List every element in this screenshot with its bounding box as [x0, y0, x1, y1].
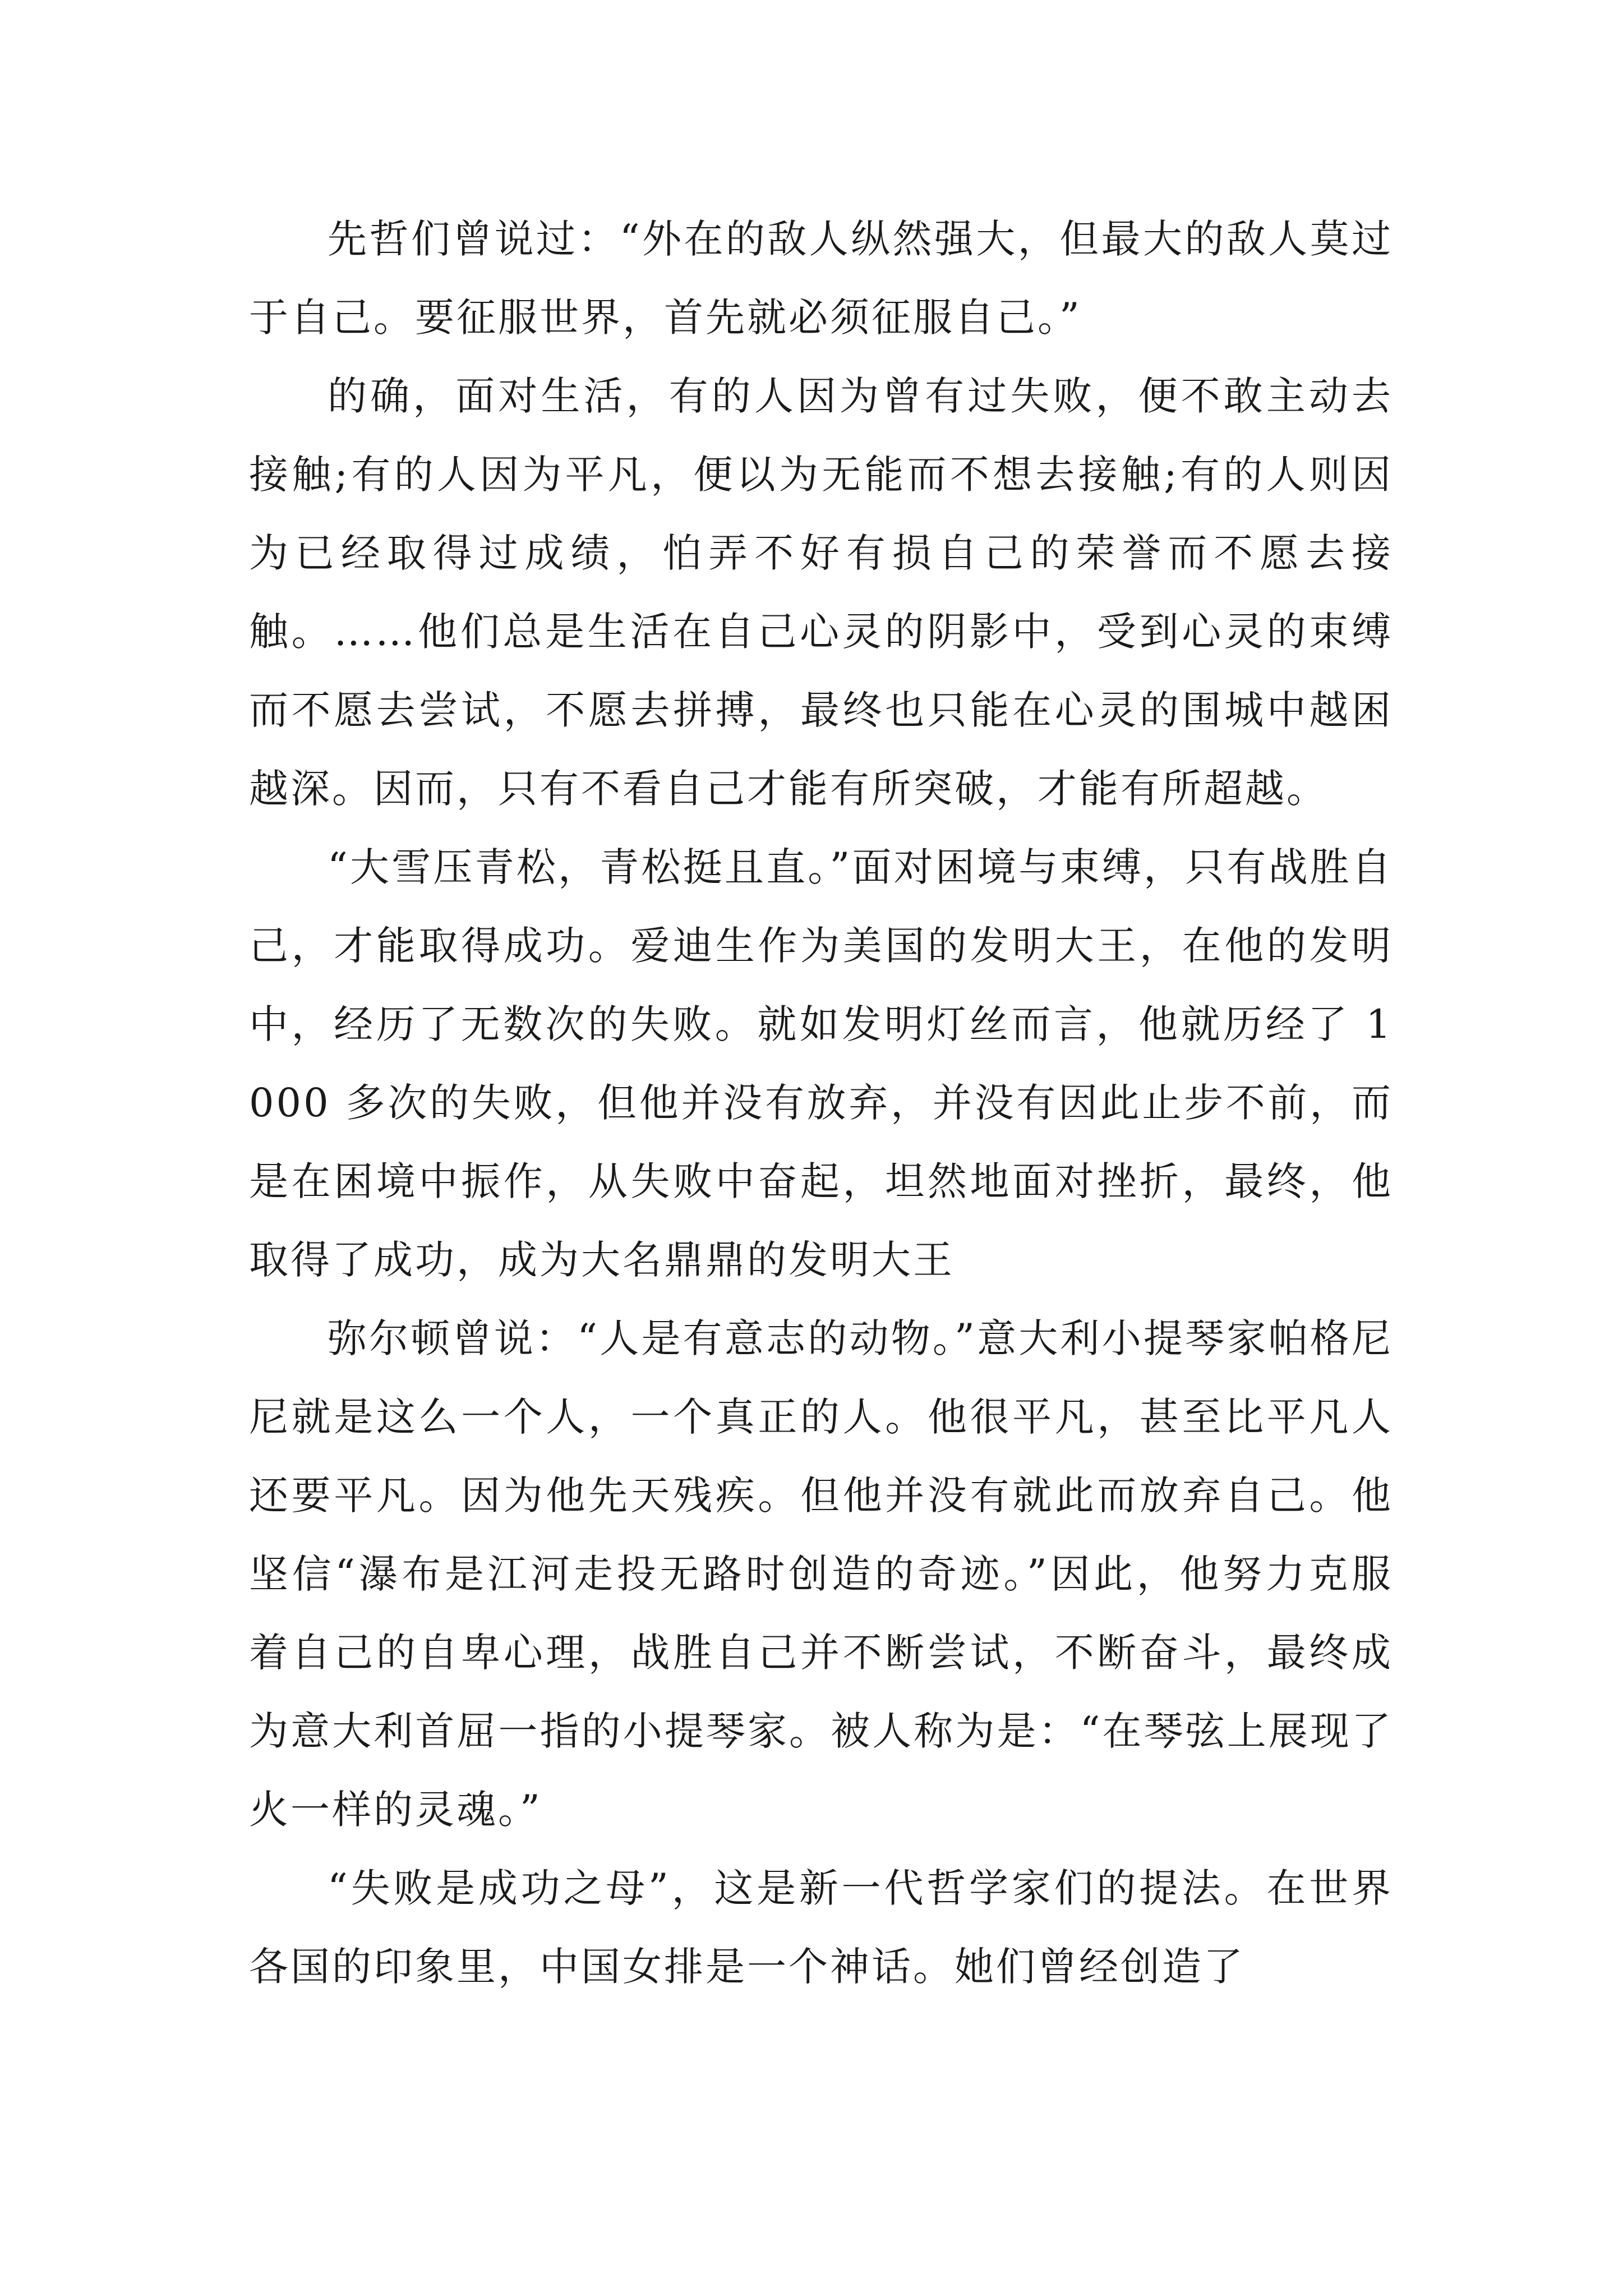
essay-body: [249, 200, 1393, 2006]
paragraph-5: “失败是成功之母”，这是新一代哲学家们的提法。在世界各国的印象里，中国女排是一个神话。她们曾经创造了: [249, 1865, 1393, 1990]
paragraph-1: 先哲们曾说过：“外在的敌人纵然强大，但最大的敌人莫过于自己。要征服世界，首先就必须征服自己。”: [249, 216, 1393, 341]
paragraph-3: “大雪压青松，青松挺且直。”面对困境与束缚，只有战胜自己，才能取得成功。爱迪生作为美国的发明大王，在他的发明中，经历了无数次的失败。就如发明灯丝而言，他就历经了 1000 多次的失败，但他并没有放弃，并没有因此止步不前，而是在困境中振作，从失败中奋起，坦然地面对挫折，最终，他取得了成功，成为大名鼎鼎的发明大王: [249, 844, 1393, 1283]
paragraph-2: 的确，面对生活，有的人因为曾有过失败，便不敢主动去接触;有的人因为平凡，便以为无能而不想去接触;有的人则因为已经取得过成绩，怕弄不好有损自己的荣誉而不愿去接触。……他们总是生活在自己心灵的阴影中，受到心灵的束缚而不愿去尝试，不愿去拼搏，最终也只能在心灵的围城中越困越深。因而，只有不看自己才能有所突破，才能有所超越。: [249, 373, 1393, 812]
paragraph-4: 弥尔顿曾说：“人是有意志的动物。”意大利小提琴家帕格尼尼就是这么一个人，一个真正的人。他很平凡，甚至比平凡人还要平凡。因为他先天残疾。但他并没有就此而放弃自己。他坚信“瀑布是江河走投无路时创造的奇迹。”因此，他努力克服着自己的自卑心理，战胜自己并不断尝试，不断奋斗，最终成为意大利首屈一指的小提琴家。被人称为是：“在琴弦上展现了火一样的灵魂。”: [249, 1315, 1393, 1833]
